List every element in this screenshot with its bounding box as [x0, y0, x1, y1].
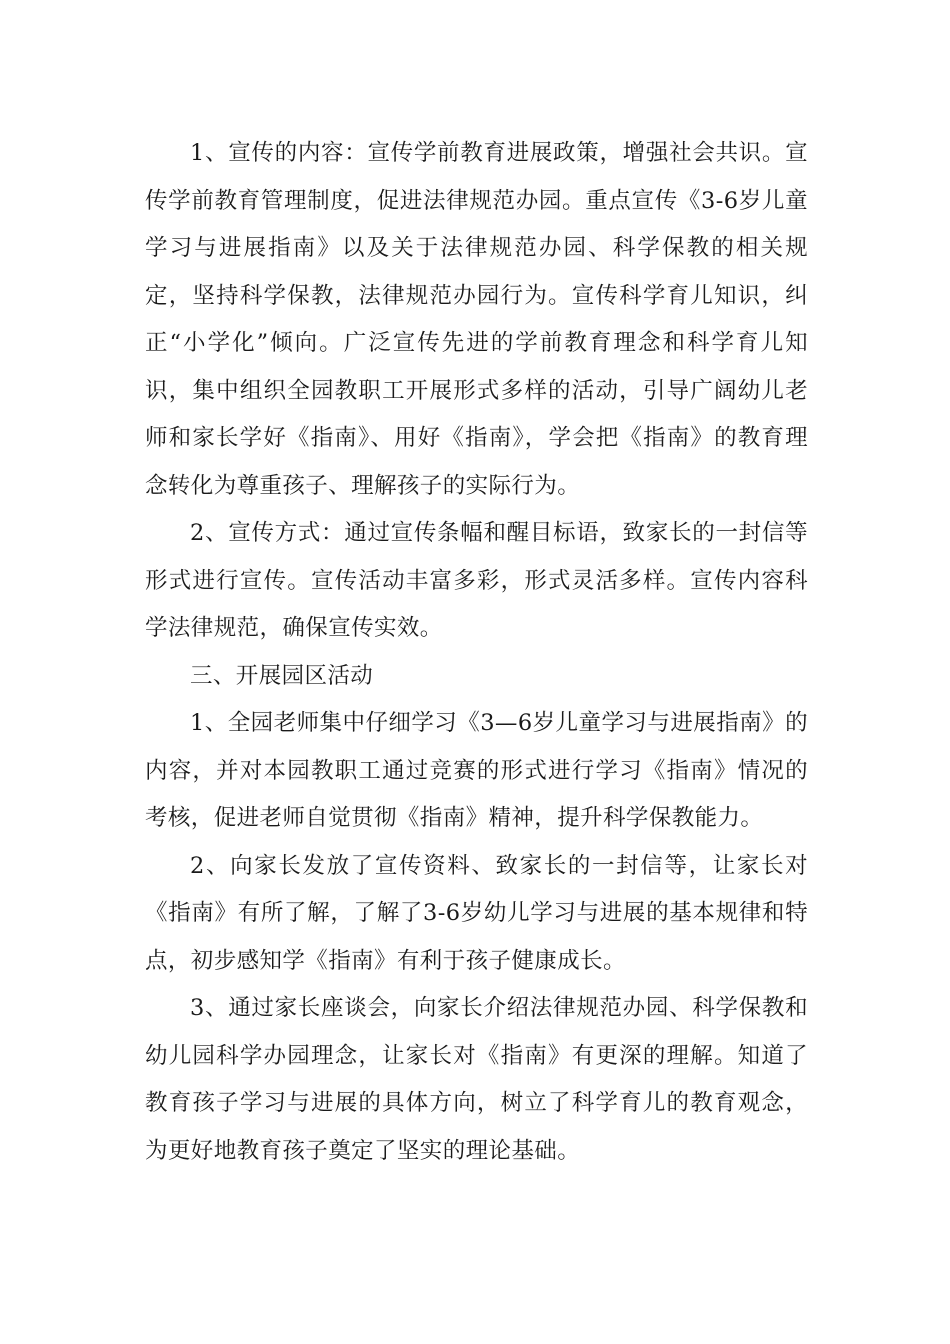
- paragraph-teacher-study: 1、全园老师集中仔细学习《3—6岁儿童学习与进展指南》的内容，并对本园教职工通过竞赛的形式进行学习《指南》情况的考核，促进老师自觉贯彻《指南》精神，提升科学保教能力。: [145, 710, 808, 831]
- paragraph-parent-meeting: 3、通过家长座谈会，向家长介绍法律规范办园、科学保教和幼儿园科学办园理念，让家长对《指南》有更深的理解。知道了教育孩子学习与进展的具体方向，树立了科学育儿的教育观念，为更好地教育孩子奠定了坚实的理论基础。: [145, 995, 808, 1164]
- paragraph-parent-materials: 2、向家长发放了宣传资料、致家长的一封信等，让家长对《指南》有所了解，了解了3-6岁幼儿学习与进展的基本规律和特点，初步感知学《指南》有利于孩子健康成长。: [145, 852, 808, 974]
- paragraph-publicity-method: 2、宣传方式：通过宣传条幅和醒目标语，致家长的一封信等形式进行宣传。宣传活动丰富多彩，形式灵活多样。宣传内容科学法律规范，确保宣传实效。: [145, 520, 808, 641]
- section-heading-activities: 三、开展园区活动: [190, 662, 374, 689]
- paragraph-publicity-content: 1、宣传的内容：宣传学前教育进展政策，增强社会共识。宣传学前教育管理制度，促进法律规范办园。重点宣传《3-6岁儿童学习与进展指南》以及关于法律规范办园、科学保教的相关规定，坚持科学保教，法律规范办园行为。宣传科学育儿知识，纠正“小学化”倾向。广泛宣传先进的学前教育理念和科学育儿知识，集中组织全园教职工开展形式多样的活动，引导广阔幼儿老师和家长学好《指南》、用好《指南》，学会把《指南》的教育理念转化为尊重孩子、理解孩子的实际行为。: [145, 140, 808, 499]
- document-body: [145, 130, 808, 1175]
